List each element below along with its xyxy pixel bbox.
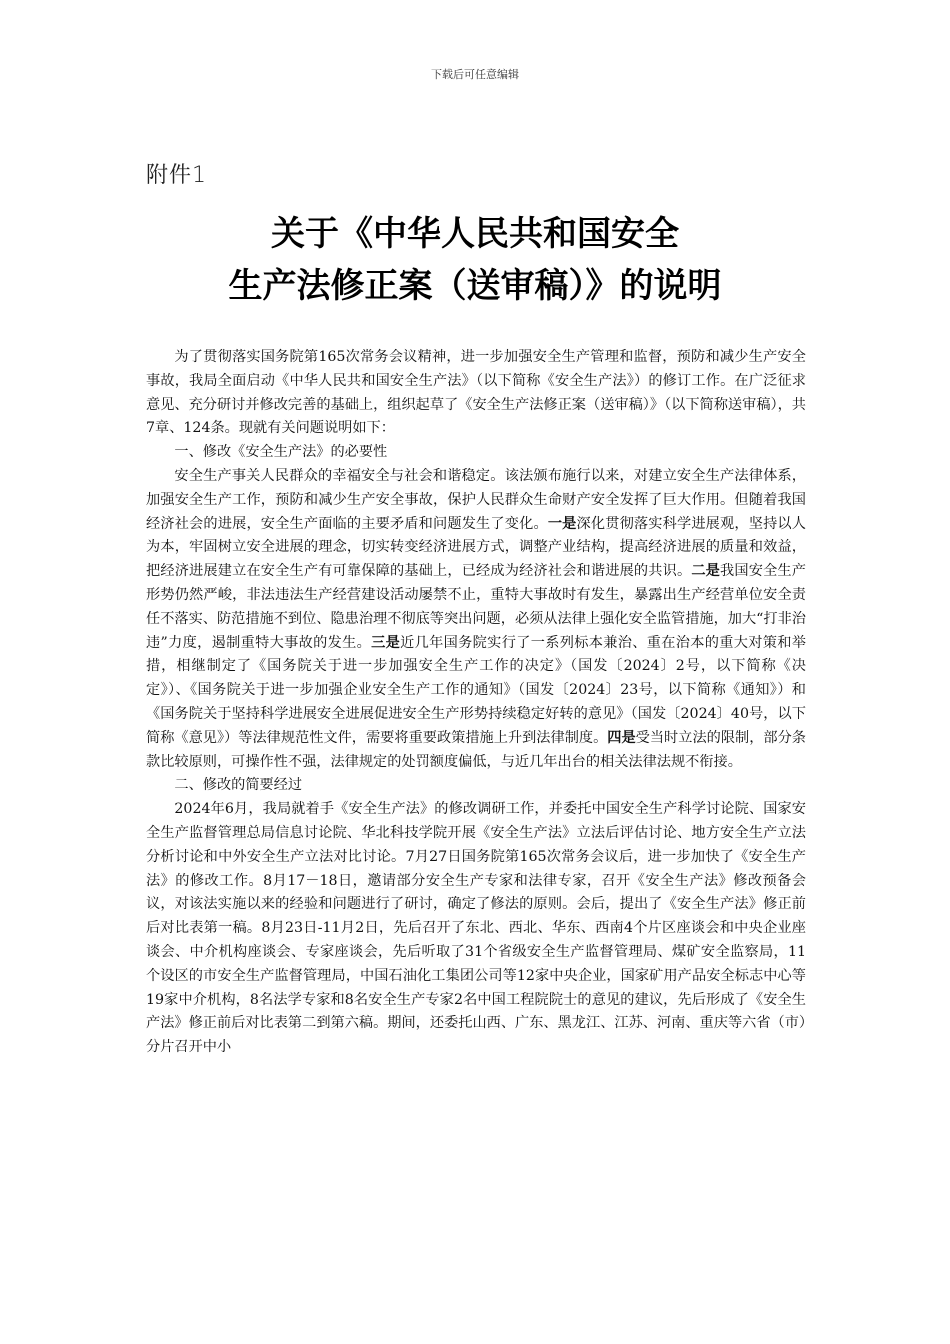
document-title-line-2: 生产法修正案（送审稿）》的说明	[228, 266, 722, 306]
section-1-heading: 一、修改《安全生产法》的必要性	[174, 444, 388, 461]
section-2-heading: 二、修改的简要经过	[174, 777, 303, 794]
section-1-paragraph	[146, 465, 806, 774]
section-1-text-d: 近几年国务院实行了一系列标本兼治、重在治本的重大对策和举措，相继制定了《国务院关于进一步加强安全生产工作的决定》（国发〔2024〕2号，以下简称《决定》）、《国务院关于进一步加强企业安全生产工作的通知》（国发〔2024〕23号，以下简称《通知》）和《国务院关于坚持科学进展安全进展促进安全生产形势持续稳定好转的意见》（国发〔2024〕40号，以下简称《意见》）等法律规范性文件，需要将重要政策措施上升到法律制度。	[146, 634, 806, 746]
point-1-marker: 一是	[547, 515, 577, 532]
section-1-text-e: 受当时立法的限制，部分条款比较原则，可操作性不强，法律规定的处罚额度偏低，与近几年出台的相关法律法规不衔接。	[146, 729, 806, 770]
point-4-marker: 四是	[607, 729, 636, 746]
document-title-line-1: 关于《中华人民共和国安全	[271, 214, 679, 254]
point-3-marker: 三是	[371, 634, 401, 651]
section-1-text-b: 深化贯彻落实科学进展观，坚持以人为本，牢固树立安全进展的理念，切实转变经济进展方式，调整产业结构，提高经济进展的质量和效益，把经济进展建立在安全生产有可靠保障的基础上，已经成为经济社会和谐进展的共识。	[146, 515, 806, 580]
section-1-text-a: 安全生产事关人民群众的幸福安全与社会和谐稳定。该法颁布施行以来，对建立安全生产法律体系，加强安全生产工作，预防和减少生产安全事故，保护人民群众生命财产安全发挥了巨大作用。但随着我国经济社会的进展，安全生产面临的主要矛盾和问题发生了变化。	[146, 467, 806, 532]
section-2-paragraph: 2024年6月，我局就着手《安全生产法》的修改调研工作，并委托中国安全生产科学讨论院、国家安全生产监督管理总局信息讨论院、华北科技学院开展《安全生产法》立法后评估讨论、地方安全生产立法分析讨论和中外安全生产立法对比讨论。7月27日国务院第165次常务会议后，进一步加快了《安全生产法》的修改工作。8月17－18日，邀请部分安全生产专家和法律专家，召开《安全生产法》修改预备会议，对该法实施以来的经验和问题进行了研讨，确定了修法的原则。会后，提出了《安全生产法》修正前后对比表第一稿。8月23日-11月2日，先后召开了东北、西北、华东、西南4个片区座谈会和中央企业座谈会、中介机构座谈会、专家座谈会，先后听取了31个省级安全生产监督管理局、煤矿安全监察局，11个设区的市安全生产监督管理局，中国石油化工集团公司等12家中央企业，国家矿用产品安全标志中心等19家中介机构，8名法学专家和8名安全生产专家2名中国工程院院士的意见的建议，先后形成了《安全生产法》修正前后对比表第二到第六稿。期间，还委托山西、广东、黑龙江、江苏、河南、重庆等六省（市）分片召开中小	[146, 801, 806, 1056]
section-1-text-c: 我国安全生产形势仍然严峻，非法违法生产经营建设活动屡禁不止，重特大事故时有发生，暴露出生产经营单位安全责任不落实、防范措施不到位、隐患治理不彻底等突出问题，必须从法律上强化安全监管措施，加大“打非治违”力度，遏制重特大事故的发生。	[146, 563, 806, 651]
document-body	[146, 346, 806, 1060]
page-header-note: 下载后可任意编辑	[431, 68, 519, 81]
point-2-marker: 二是	[691, 563, 721, 580]
intro-paragraph: 为了贯彻落实国务院第165次常务会议精神，进一步加强安全生产管理和监督，预防和减少生产安全事故，我局全面启动《中华人民共和国安全生产法》（以下简称《安全生产法》）的修订工作。在广泛征求意见、充分研讨并修改完善的基础上，组织起草了《安全生产法修正案（送审稿）》（以下简称送审稿），共7章、124条。现就有关问题说明如下：	[146, 349, 806, 437]
attachment-label: 附件1	[146, 163, 207, 188]
